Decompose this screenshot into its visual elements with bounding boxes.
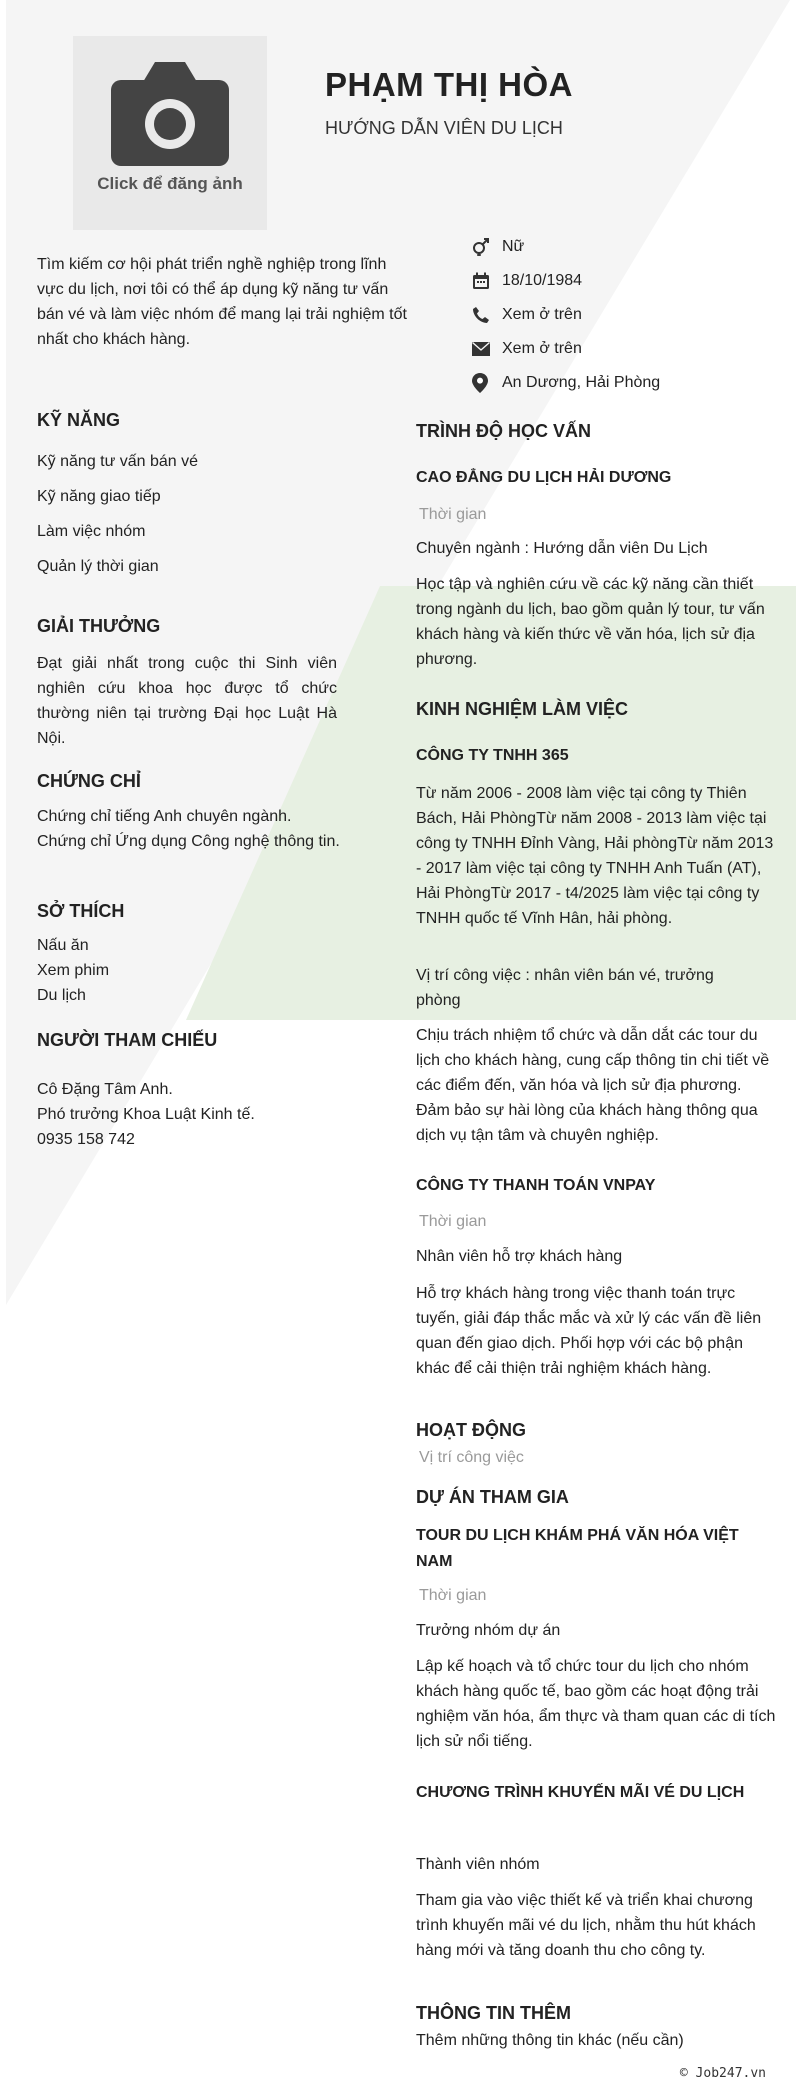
education-time: Thời gian (419, 506, 487, 523)
gender-icon (472, 238, 502, 256)
additional-title: THÔNG TIN THÊM (416, 2003, 571, 2023)
skill-item: Quản lý thời gian (37, 558, 159, 575)
email-value: Xem ở trên (502, 340, 582, 357)
skill-item: Kỹ năng tư vấn bán vé (37, 453, 199, 470)
candidate-name: PHẠM THỊ HÒA (325, 66, 573, 103)
skill-item: Kỹ năng giao tiếp (37, 488, 161, 505)
watermark: © Job247.vn (679, 2066, 766, 2081)
project-time: Thời gian (419, 1587, 487, 1604)
job-history: Từ năm 2006 - 2008 làm việc tại công ty Thiên Bách, Hải PhòngTừ năm 2008 - 2013 làm việc tại công ty TNHH Đỉnh Vàng, Hải phòngTừ năm 2013 - 2017 làm việc tại công ty TNHH Anh Tuấn (AT), Hải PhòngTừ 2017 - t4/2025 làm việc tại công ty TNHH quốc tế Vĩnh Hân, hải phòng. (416, 785, 774, 927)
job-role: Nhân viên hỗ trợ khách hàng (416, 1248, 623, 1265)
job-company: CÔNG TY THANH TOÁN VNPAY (416, 1177, 656, 1194)
activities-title: HOẠT ĐỘNG (416, 1420, 526, 1440)
education-title: TRÌNH ĐỘ HỌC VẤN (416, 421, 591, 441)
skills-list (37, 452, 337, 592)
skill-item: Làm việc nhóm (37, 523, 146, 540)
project-description: Tham gia vào việc thiết kế và triển khai chương trình khuyến mãi vé du lịch, nhằm thu hút khách hàng mới và tăng doanh thu cho công ty. (416, 1892, 756, 1959)
hobby-item: Xem phim (37, 962, 110, 979)
project-description: Lập kế hoạch và tổ chức tour du lịch cho nhóm khách hàng quốc tế, bao gồm các hoạt động trải nghiệm văn hóa, ẩm thực và tham quan các di tích lịch sử nổi tiếng. (416, 1658, 776, 1750)
hobby-item: Du lịch (37, 987, 86, 1004)
address-value: An Dương, Hải Phòng (502, 374, 661, 391)
career-objective: Tìm kiếm cơ hội phát triển nghề nghiệp trong lĩnh vực du lịch, nơi tôi có thể áp dụng kỹ năng tư vấn bán vé và làm việc nhóm để mang lại trải nghiệm tốt nhất cho khách hàng. (37, 256, 407, 348)
contact-email (472, 332, 792, 366)
job-company: CÔNG TY TNHH 365 (416, 747, 569, 764)
photo-label: Click để đăng ảnh (97, 174, 243, 193)
education-description: Học tập và nghiên cứu về các kỹ năng cần thiết trong ngành du lịch, bao gồm quản lý tour, tư vấn khách hàng và kiến thức về văn hóa, lịch sử địa phương. (416, 576, 765, 668)
hobby-item: Nấu ăn (37, 937, 89, 954)
phone-value: Xem ở trên (502, 306, 582, 323)
project-name: TOUR DU LỊCH KHÁM PHÁ VĂN HÓA VIỆT NAM (416, 1527, 739, 1570)
email-icon (472, 342, 502, 356)
phone-icon (472, 306, 502, 324)
contact-dob (472, 264, 792, 298)
experience-title: KINH NGHIỆM LÀM VIỆC (416, 699, 629, 719)
calendar-icon (472, 272, 502, 290)
gender-value: Nữ (502, 238, 525, 255)
job-description: Hỗ trợ khách hàng trong việc thanh toán trực tuyến, giải đáp thắc mắc và xử lý các vấn đề liên quan đến giao dịch. Phối hợp với các bộ phận khác để cải thiện trải nghiệm khách hàng. (416, 1285, 762, 1377)
project-role: Thành viên nhóm (416, 1856, 540, 1873)
references-block (37, 1077, 337, 1152)
education-major: Chuyên ngành : Hướng dẫn viên Du Lịch (416, 540, 708, 557)
skills-title: KỸ NĂNG (37, 410, 121, 430)
dob-value: 18/10/1984 (502, 272, 583, 289)
certificates-text: Chứng chỉ tiếng Anh chuyên ngành. Chứng chỉ Ứng dụng Công nghệ thông tin. (37, 808, 340, 850)
job-time: Thời gian (419, 1213, 487, 1230)
awards-text: Đạt giải nhất trong cuộc thi Sinh viên nghiên cứu khoa học được tổ chức thường niên tại trường Đại học Luật Hà Nội. (37, 655, 337, 747)
photo-upload[interactable] (73, 36, 267, 230)
additional-text: Thêm những thông tin khác (nếu cần) (416, 2032, 684, 2049)
project-name: CHƯƠNG TRÌNH KHUYẾN MÃI VÉ DU LỊCH (416, 1784, 745, 1801)
reference-name: Cô Đặng Tâm Anh. (37, 1081, 173, 1098)
activities-placeholder: Vị trí công việc (419, 1449, 524, 1466)
project-role: Trưởng nhóm dự án (416, 1622, 561, 1639)
projects-title: DỰ ÁN THAM GIA (416, 1487, 569, 1507)
camera-icon (111, 62, 229, 166)
references-title: NGƯỜI THAM CHIẾU (37, 1030, 218, 1050)
contact-info (472, 230, 792, 400)
contact-gender (472, 230, 792, 264)
education-school: CAO ĐẲNG DU LỊCH HẢI DƯƠNG (416, 469, 672, 486)
location-pin-icon (472, 373, 502, 393)
candidate-position: HƯỚNG DẪN VIÊN DU LỊCH (325, 118, 563, 138)
awards-title: GIẢI THƯỞNG (37, 616, 161, 636)
certificates-title: CHỨNG CHỈ (37, 771, 141, 791)
reference-phone: 0935 158 742 (37, 1131, 135, 1148)
hobbies-title: SỞ THÍCH (37, 901, 125, 921)
contact-phone (472, 298, 792, 332)
hobbies-list (37, 933, 337, 1008)
job-description: Chịu trách nhiệm tổ chức và dẫn dắt các tour du lịch cho khách hàng, cung cấp thông tin chi tiết về các điểm đến, văn hóa và lịch sử địa phương. Đảm bảo sự hài lòng của khách hàng thông qua dịch vụ tận tâm và chuyên nghiệp. (416, 1027, 770, 1144)
contact-address (472, 366, 792, 400)
job-role: Vị trí công việc : nhân viên bán vé, trưởng phòng (416, 967, 714, 1009)
reference-role: Phó trưởng Khoa Luật Kinh tế. (37, 1106, 255, 1123)
